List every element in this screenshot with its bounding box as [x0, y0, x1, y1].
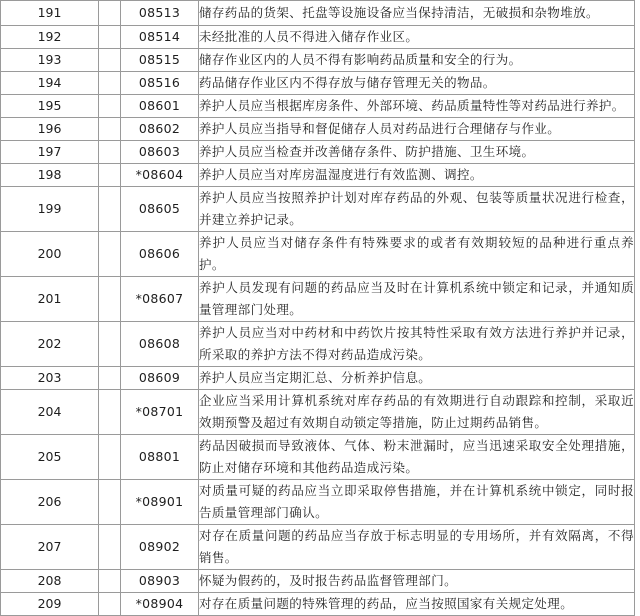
row-number: 194	[1, 72, 99, 95]
requirement-text: 养护人员应当指导和督促储存人员对药品进行合理储存与作业。	[199, 118, 635, 141]
row-number: 209	[1, 593, 99, 616]
item-code: 08903	[121, 570, 199, 593]
item-code: 08801	[121, 435, 199, 480]
requirements-table-body	[1, 1, 635, 616]
blank-cell	[99, 390, 121, 435]
item-code: 08515	[121, 49, 199, 72]
item-code: 08605	[121, 187, 199, 232]
requirement-text: 养护人员应当对储存条件有特殊要求的或者有效期较短的品种进行重点养护。	[199, 232, 635, 277]
blank-cell	[99, 118, 121, 141]
item-code: *08901	[121, 480, 199, 525]
requirement-text: 药品因破损而导致液体、气体、粉末泄漏时，应当迅速采取安全处理措施，防止对储存环境和其他药品造成污染。	[199, 435, 635, 480]
table-row	[1, 525, 635, 570]
table-row	[1, 277, 635, 322]
requirement-text: 储存药品的货架、托盘等设施设备应当保持清洁，无破损和杂物堆放。	[199, 1, 635, 26]
requirement-text: 养护人员应当定期汇总、分析养护信息。	[199, 367, 635, 390]
blank-cell	[99, 277, 121, 322]
requirement-text: 对存在质量问题的药品应当存放于标志明显的专用场所，并有效隔离，不得销售。	[199, 525, 635, 570]
row-number: 197	[1, 141, 99, 164]
row-number: 203	[1, 367, 99, 390]
table-row	[1, 232, 635, 277]
requirement-text: 未经批准的人员不得进入储存作业区。	[199, 26, 635, 49]
table-row	[1, 322, 635, 367]
table-row	[1, 164, 635, 187]
requirement-text: 储存作业区内的人员不得有影响药品质量和安全的行为。	[199, 49, 635, 72]
blank-cell	[99, 26, 121, 49]
item-code: 08516	[121, 72, 199, 95]
row-number: 198	[1, 164, 99, 187]
item-code: 08609	[121, 367, 199, 390]
table-row	[1, 118, 635, 141]
row-number: 191	[1, 1, 99, 26]
blank-cell	[99, 322, 121, 367]
item-code: *08604	[121, 164, 199, 187]
table-row	[1, 367, 635, 390]
row-number: 200	[1, 232, 99, 277]
blank-cell	[99, 72, 121, 95]
blank-cell	[99, 367, 121, 390]
requirement-text: 养护人员应当对中药材和中药饮片按其特性采取有效方法进行养护并记录，所采取的养护方法不得对药品造成污染。	[199, 322, 635, 367]
blank-cell	[99, 232, 121, 277]
row-number: 196	[1, 118, 99, 141]
row-number: 193	[1, 49, 99, 72]
table-row	[1, 187, 635, 232]
table-row	[1, 435, 635, 480]
blank-cell	[99, 49, 121, 72]
blank-cell	[99, 570, 121, 593]
item-code: 08608	[121, 322, 199, 367]
requirement-text: 养护人员应当按照养护计划对库存药品的外观、包装等质量状况进行检查，并建立养护记录。	[199, 187, 635, 232]
requirement-text: 企业应当采用计算机系统对库存药品的有效期进行自动跟踪和控制，采取近效期预警及超过有效期自动锁定等措施，防止过期药品销售。	[199, 390, 635, 435]
row-number: 201	[1, 277, 99, 322]
blank-cell	[99, 141, 121, 164]
row-number: 204	[1, 390, 99, 435]
requirement-text: 药品储存作业区内不得存放与储存管理无关的物品。	[199, 72, 635, 95]
requirement-text: 养护人员应当检查并改善储存条件、防护措施、卫生环境。	[199, 141, 635, 164]
requirement-text: 对质量可疑的药品应当立即采取停售措施，并在计算机系统中锁定，同时报告质量管理部门确认。	[199, 480, 635, 525]
table-row	[1, 72, 635, 95]
requirement-text: 养护人员应当对库房温湿度进行有效监测、调控。	[199, 164, 635, 187]
blank-cell	[99, 95, 121, 118]
item-code: 08603	[121, 141, 199, 164]
table-row	[1, 26, 635, 49]
item-code: 08606	[121, 232, 199, 277]
blank-cell	[99, 593, 121, 616]
blank-cell	[99, 525, 121, 570]
row-number: 206	[1, 480, 99, 525]
requirement-text: 养护人员应当根据库房条件、外部环境、药品质量特性等对药品进行养护。	[199, 95, 635, 118]
table-row	[1, 480, 635, 525]
row-number: 195	[1, 95, 99, 118]
blank-cell	[99, 187, 121, 232]
row-number: 202	[1, 322, 99, 367]
requirement-text: 养护人员发现有问题的药品应当及时在计算机系统中锁定和记录，并通知质量管理部门处理。	[199, 277, 635, 322]
item-code: 08601	[121, 95, 199, 118]
item-code: *08607	[121, 277, 199, 322]
row-number: 199	[1, 187, 99, 232]
table-row	[1, 570, 635, 593]
item-code: 08602	[121, 118, 199, 141]
blank-cell	[99, 164, 121, 187]
table-row	[1, 141, 635, 164]
table-row	[1, 49, 635, 72]
row-number: 207	[1, 525, 99, 570]
requirement-text: 对存在质量问题的特殊管理的药品，应当按照国家有关规定处理。	[199, 593, 635, 616]
table-row	[1, 1, 635, 26]
blank-cell	[99, 480, 121, 525]
item-code: 08902	[121, 525, 199, 570]
item-code: 08514	[121, 26, 199, 49]
blank-cell	[99, 1, 121, 26]
item-code: 08513	[121, 1, 199, 26]
item-code: *08701	[121, 390, 199, 435]
item-code: *08904	[121, 593, 199, 616]
table-row	[1, 390, 635, 435]
row-number: 208	[1, 570, 99, 593]
blank-cell	[99, 435, 121, 480]
table-row	[1, 95, 635, 118]
requirement-text: 怀疑为假药的，及时报告药品监督管理部门。	[199, 570, 635, 593]
row-number: 192	[1, 26, 99, 49]
row-number: 205	[1, 435, 99, 480]
table-row	[1, 593, 635, 616]
